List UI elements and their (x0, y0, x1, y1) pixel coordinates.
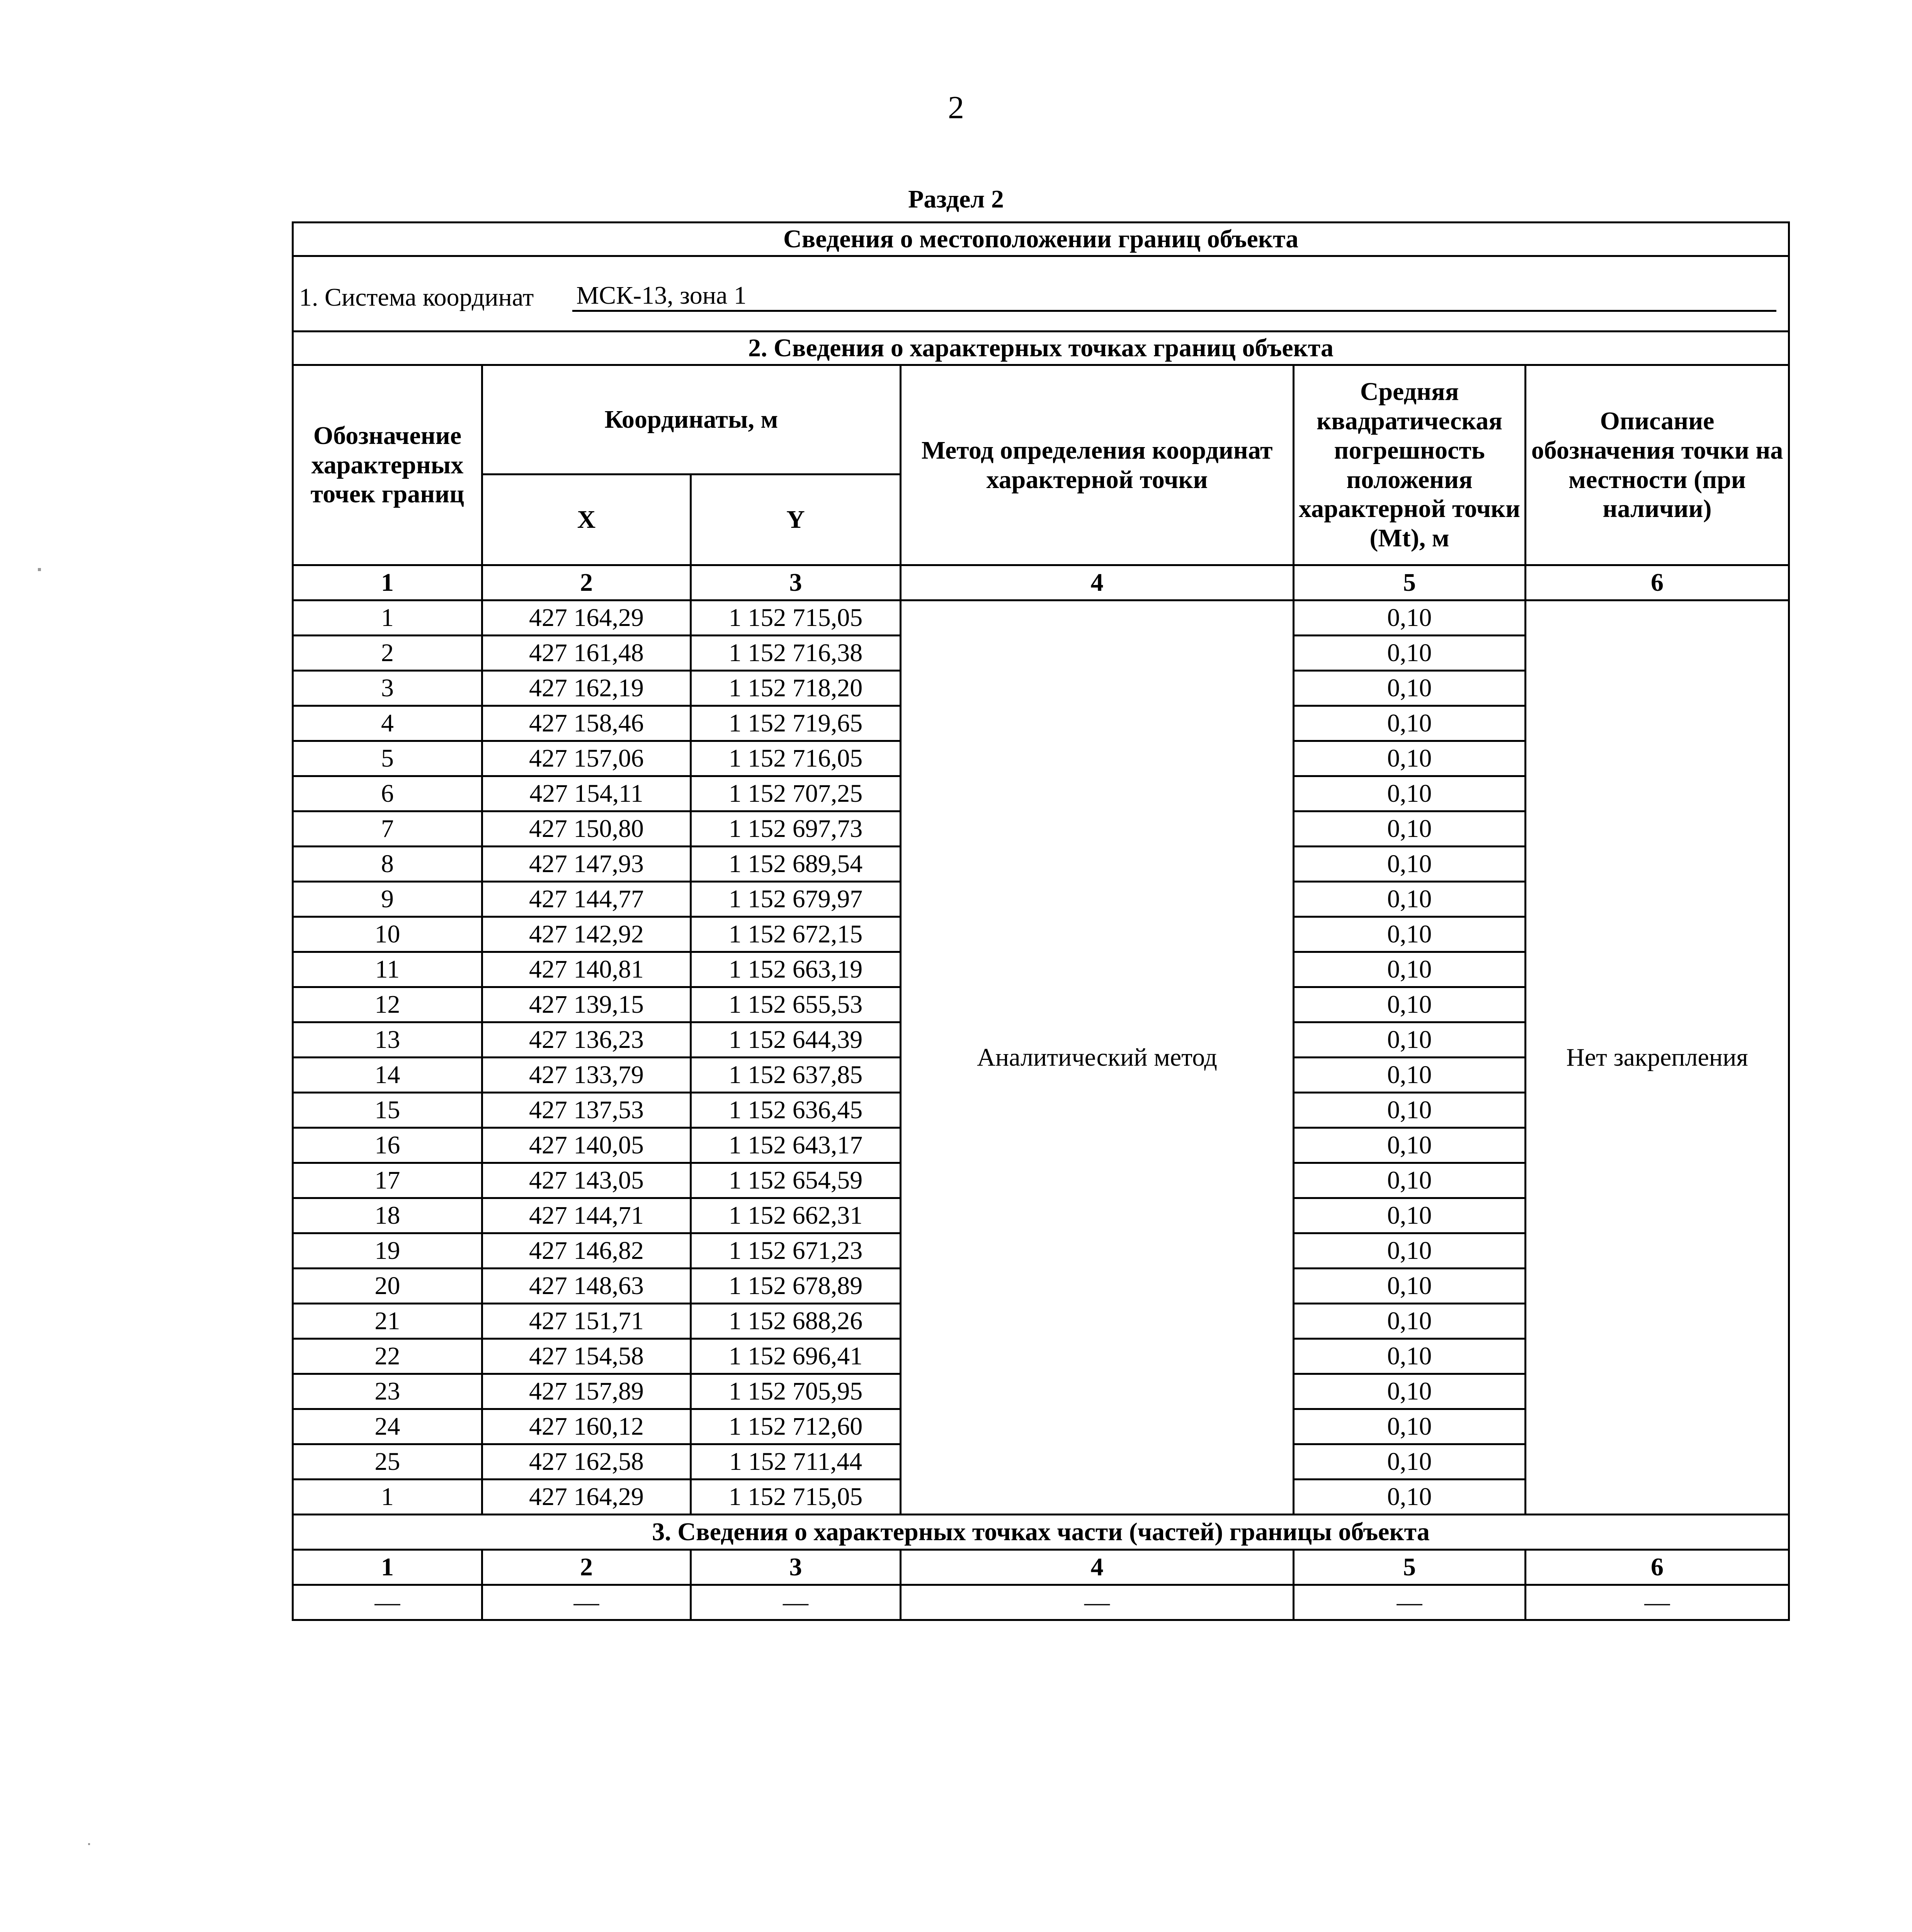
point-id: 17 (293, 1163, 482, 1198)
point-y: 1 152 696,41 (691, 1339, 901, 1374)
point-y: 1 152 716,38 (691, 636, 901, 671)
header-error: Средняя квадратическая погрешность положения характерной точки (Mt), м (1294, 365, 1526, 565)
point-x: 427 150,80 (482, 811, 691, 847)
point-x: 427 151,71 (482, 1304, 691, 1339)
point-id: 10 (293, 917, 482, 952)
point-mt: 0,10 (1294, 741, 1526, 776)
header-x: X (482, 474, 691, 565)
point-y: 1 152 697,73 (691, 811, 901, 847)
scan-speck (88, 1843, 90, 1845)
point-y: 1 152 718,20 (691, 671, 901, 706)
point-id: 21 (293, 1304, 482, 1339)
point-id: 11 (293, 952, 482, 987)
header-point-id: Обозначение характерных точек границ (293, 365, 482, 565)
point-id: 4 (293, 706, 482, 741)
point-y: 1 152 719,65 (691, 706, 901, 741)
point-id: 8 (293, 847, 482, 882)
point-id: 12 (293, 987, 482, 1022)
table-title: Сведения о местоположении границ объекта (293, 223, 1789, 256)
point-id: 18 (293, 1198, 482, 1233)
point-y: 1 152 705,95 (691, 1374, 901, 1409)
point-id: 16 (293, 1128, 482, 1163)
point-y: 1 152 663,19 (691, 952, 901, 987)
point-y: 1 152 715,05 (691, 600, 901, 636)
point-mt: 0,10 (1294, 1022, 1526, 1058)
point-x: 427 133,79 (482, 1058, 691, 1093)
coord-system-row (293, 256, 1789, 332)
column-number: 1 (293, 565, 482, 600)
section2-title: 2. Сведения о характерных точках границ объекта (293, 332, 1789, 365)
point-mt: 0,10 (1294, 636, 1526, 671)
point-mt: 0,10 (1294, 987, 1526, 1022)
header-y: Y (691, 474, 901, 565)
point-x: 427 164,29 (482, 600, 691, 636)
header-coordinates: Координаты, м (482, 365, 901, 474)
column-number: 6 (1526, 565, 1789, 600)
point-mt: 0,10 (1294, 811, 1526, 847)
point-x: 427 140,81 (482, 952, 691, 987)
point-id: 1 (293, 600, 482, 636)
column-number: 2 (482, 1550, 691, 1585)
point-x: 427 162,58 (482, 1444, 691, 1480)
point-id: 15 (293, 1093, 482, 1128)
section-title: Раздел 2 (908, 185, 1004, 213)
point-x: 427 137,53 (482, 1093, 691, 1128)
point-y: 1 152 678,89 (691, 1269, 901, 1304)
point-x: 427 154,11 (482, 776, 691, 811)
table-row (293, 600, 1789, 636)
point-y: 1 152 636,45 (691, 1093, 901, 1128)
point-x: 427 148,63 (482, 1269, 691, 1304)
description-value: Нет закрепления (1526, 600, 1789, 1515)
point-mt: 0,10 (1294, 1093, 1526, 1128)
column-number: 3 (691, 1550, 901, 1585)
point-x: 427 157,06 (482, 741, 691, 776)
point-x: 427 161,48 (482, 636, 691, 671)
point-mt: 0,10 (1294, 600, 1526, 636)
point-y: 1 152 655,53 (691, 987, 901, 1022)
point-id: 6 (293, 776, 482, 811)
point-x: 427 144,71 (482, 1198, 691, 1233)
point-mt: 0,10 (1294, 1444, 1526, 1480)
point-mt: 0,10 (1294, 1128, 1526, 1163)
column-number: 5 (1294, 565, 1526, 600)
column-number: 2 (482, 565, 691, 600)
coord-system-label: 1. Система координат (299, 283, 534, 311)
point-id: 25 (293, 1444, 482, 1480)
point-y: 1 152 643,17 (691, 1128, 901, 1163)
point-y: 1 152 688,26 (691, 1304, 901, 1339)
empty-value: — (1526, 1585, 1789, 1620)
point-id: 23 (293, 1374, 482, 1409)
point-mt: 0,10 (1294, 776, 1526, 811)
point-id: 9 (293, 882, 482, 917)
point-y: 1 152 637,85 (691, 1058, 901, 1093)
point-x: 427 157,89 (482, 1374, 691, 1409)
point-mt: 0,10 (1294, 706, 1526, 741)
point-x: 427 154,58 (482, 1339, 691, 1374)
point-x: 427 143,05 (482, 1163, 691, 1198)
point-y: 1 152 672,15 (691, 917, 901, 952)
coord-system-value: МСК-13, зона 1 (572, 281, 1776, 312)
column-number: 5 (1294, 1550, 1526, 1585)
point-id: 14 (293, 1058, 482, 1093)
point-y: 1 152 707,25 (691, 776, 901, 811)
point-mt: 0,10 (1294, 952, 1526, 987)
point-x: 427 139,15 (482, 987, 691, 1022)
point-mt: 0,10 (1294, 1163, 1526, 1198)
point-y: 1 152 662,31 (691, 1198, 901, 1233)
point-mt: 0,10 (1294, 1198, 1526, 1233)
column-number: 6 (1526, 1550, 1789, 1585)
empty-value: — (293, 1585, 482, 1620)
header-description: Описание обозначения точки на местности (при наличии) (1526, 365, 1789, 565)
point-x: 427 162,19 (482, 671, 691, 706)
point-mt: 0,10 (1294, 1374, 1526, 1409)
empty-value: — (901, 1585, 1294, 1620)
point-mt: 0,10 (1294, 1233, 1526, 1269)
point-id: 22 (293, 1339, 482, 1374)
column-number: 1 (293, 1550, 482, 1585)
point-y: 1 152 679,97 (691, 882, 901, 917)
point-x: 427 144,77 (482, 882, 691, 917)
method-value: Аналитический метод (901, 600, 1294, 1515)
section3-title: 3. Сведения о характерных точках части (частей) границы объекта (293, 1515, 1789, 1550)
point-id: 1 (293, 1480, 482, 1515)
point-y: 1 152 716,05 (691, 741, 901, 776)
point-x: 427 158,46 (482, 706, 691, 741)
header-method: Метод определения координат характерной точки (901, 365, 1294, 565)
point-x: 427 146,82 (482, 1233, 691, 1269)
point-mt: 0,10 (1294, 1339, 1526, 1374)
point-x: 427 136,23 (482, 1022, 691, 1058)
column-number: 3 (691, 565, 901, 600)
point-mt: 0,10 (1294, 847, 1526, 882)
empty-value: — (482, 1585, 691, 1620)
point-mt: 0,10 (1294, 1409, 1526, 1444)
section3-values-row (293, 1585, 1789, 1620)
point-mt: 0,10 (1294, 882, 1526, 917)
column-number: 4 (901, 1550, 1294, 1585)
point-id: 13 (293, 1022, 482, 1058)
point-id: 3 (293, 671, 482, 706)
page-number: 2 (948, 90, 964, 126)
point-mt: 0,10 (1294, 917, 1526, 952)
point-id: 24 (293, 1409, 482, 1444)
point-mt: 0,10 (1294, 1304, 1526, 1339)
point-y: 1 152 715,05 (691, 1480, 901, 1515)
point-x: 427 140,05 (482, 1128, 691, 1163)
point-y: 1 152 671,23 (691, 1233, 901, 1269)
point-mt: 0,10 (1294, 1480, 1526, 1515)
empty-value: — (691, 1585, 901, 1620)
section3-numbers-row (293, 1550, 1789, 1585)
point-id: 19 (293, 1233, 482, 1269)
column-number: 4 (901, 565, 1294, 600)
scan-speck (38, 568, 41, 571)
point-id: 2 (293, 636, 482, 671)
point-mt: 0,10 (1294, 1269, 1526, 1304)
point-y: 1 152 689,54 (691, 847, 901, 882)
point-mt: 0,10 (1294, 1058, 1526, 1093)
point-x: 427 142,92 (482, 917, 691, 952)
point-y: 1 152 654,59 (691, 1163, 901, 1198)
point-y: 1 152 711,44 (691, 1444, 901, 1480)
column-numbers-row (293, 565, 1789, 600)
point-mt: 0,10 (1294, 671, 1526, 706)
point-id: 7 (293, 811, 482, 847)
point-id: 20 (293, 1269, 482, 1304)
boundary-table (292, 221, 1790, 1621)
point-y: 1 152 644,39 (691, 1022, 901, 1058)
point-x: 427 160,12 (482, 1409, 691, 1444)
empty-value: — (1294, 1585, 1526, 1620)
point-y: 1 152 712,60 (691, 1409, 901, 1444)
point-id: 5 (293, 741, 482, 776)
point-x: 427 147,93 (482, 847, 691, 882)
point-x: 427 164,29 (482, 1480, 691, 1515)
